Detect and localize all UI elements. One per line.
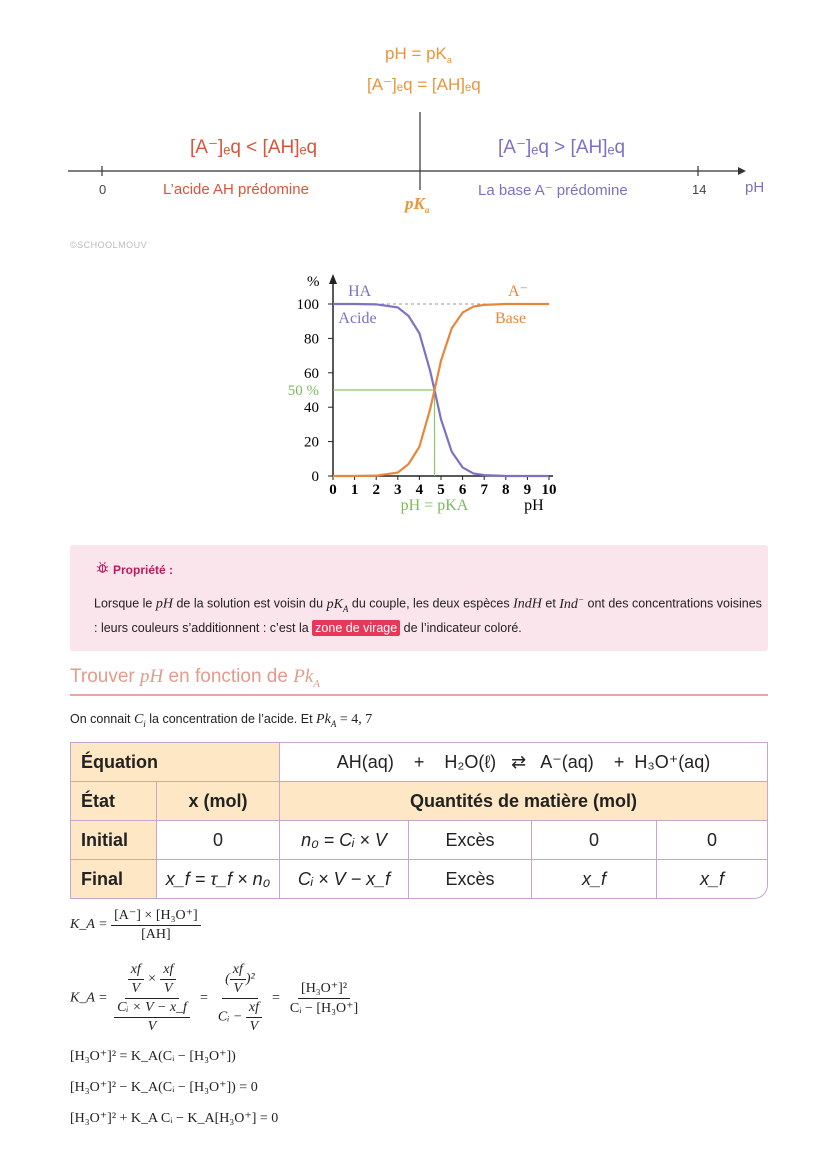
right-condition: [A⁻]ₑq > [AH]ₑq: [498, 137, 626, 158]
cell-etat: État: [71, 782, 157, 821]
y-tick-label: 40: [304, 400, 319, 417]
lead-text: On connait $C_i$ la concentration de l’acide. Et $Pk_A = 4$, 7: [70, 712, 373, 729]
property-box: [70, 545, 768, 651]
tick-label-0: 0: [99, 182, 107, 197]
equation-4: [H₃O⁺]² − K_A(Cᵢ − [H₃O⁺]) = 0: [70, 1080, 258, 1095]
series-label-acid: HA: [348, 283, 372, 300]
series-sublabel-acid: Acide: [338, 310, 377, 327]
y-tick-label: 80: [304, 331, 319, 348]
distribution-chart: [260, 262, 590, 532]
section-title: Trouver pH en fonction de $Pk_A$: [70, 666, 320, 690]
x-tick-label: 5: [437, 482, 445, 498]
cell-initial: Initial: [71, 821, 157, 860]
cell-final: Final: [71, 860, 157, 899]
top-label-2: [A⁻]ₑq = [AH]ₑq: [367, 75, 481, 94]
watermark: ©SCHOOLMOUV: [70, 240, 148, 250]
axis-arrow: [738, 167, 746, 175]
x-tick-label: 7: [480, 482, 488, 498]
highlight-zone-de-virage: zone de virage: [312, 620, 400, 636]
y-tick-label: 100: [296, 297, 319, 313]
right-caption: La base A⁻ prédomine: [478, 182, 628, 199]
x-tick-label: 8: [502, 482, 510, 498]
equation-5: [H₃O⁺]² + K_A Cᵢ − K_A[H₃O⁺] = 0: [70, 1111, 279, 1126]
cell: Cᵢ × V − x_f: [280, 860, 409, 899]
equation-3: [H₃O⁺]² = K_A(Cᵢ − [H₃O⁺]): [70, 1049, 236, 1064]
x-tick-label: 3: [394, 482, 402, 498]
cell: 0: [657, 821, 768, 860]
equation-2: K_A = $\frac{xf}{V}$ × $\frac{xf}{V}$ $\frac{\text{Cᵢ × V − x\_f}}{V}$ = ( $\frac{xf}{V}$ )² Cᵢ − $\frac{xf}{V}$ = $\frac{\text{[H₃O⁺]²}}{\text{Cᵢ − [H₃O⁺]}}$: [70, 962, 359, 1034]
cell: 0: [157, 821, 280, 860]
cell: x_f = τ_f × n₀: [157, 860, 280, 899]
pka-label: $pK_a$: [405, 194, 430, 215]
pka-axis-label: pH = pKA: [400, 497, 469, 514]
property-text: Lorsque le pH de la solution est voisin du $pK_A$ du couple, les deux espèces IndH et Ind− ont des concentrations voisines : leurs couleurs s’additionnent : c’est la zone de virage de l’indicateur coloré.: [94, 594, 762, 636]
series-sublabel-base: Base: [495, 310, 527, 327]
x-tick-label: 9: [523, 482, 532, 498]
section-divider: [70, 694, 768, 696]
cell-equation: AH(aq) + H₂O(ℓ) ⇄ A⁻(aq) + H₃O⁺(aq): [280, 743, 768, 782]
bug-icon: [96, 561, 109, 577]
equation-1: K_A = $\frac{\text{[A⁻] × [H₃O⁺]}}{[AH]}$: [70, 907, 201, 943]
series-label-base: A⁻: [507, 283, 528, 300]
x-tick-label: 6: [458, 482, 467, 498]
y-tick-label: 60: [304, 365, 319, 382]
table-row-final: [71, 860, 768, 899]
tick-label-14: 14: [692, 182, 707, 197]
x-axis-label: pH: [524, 497, 544, 514]
y-axis-label: %: [307, 274, 320, 290]
y-axis-arrow: [329, 274, 337, 284]
x-tick-label: 0: [329, 482, 337, 498]
table-row-etat: [71, 782, 768, 821]
cell-x-mol: x (mol): [157, 782, 280, 821]
table-row-initial: [71, 821, 768, 860]
cell-equation-label: Équation: [71, 743, 280, 782]
cell: 0: [532, 821, 657, 860]
x-tick-label: 2: [372, 482, 380, 498]
half-marker-label: 50 %: [287, 383, 319, 399]
top-label-1: pH = $pK_a$: [385, 44, 452, 65]
property-title: Propriété :: [96, 561, 173, 577]
x-tick-label: 10: [541, 482, 557, 498]
cell: x_f: [532, 860, 657, 899]
cell-quantites: Quantités de matière (mol): [280, 782, 768, 821]
left-caption: L’acide AH prédomine: [163, 181, 309, 198]
cell: Excès: [409, 821, 532, 860]
reaction-table: [70, 742, 768, 899]
cell: n₀ = Cᵢ × V: [280, 821, 409, 860]
left-condition: [A⁻]ₑq < [AH]ₑq: [190, 137, 318, 158]
cell: x_f: [657, 860, 768, 899]
axis-label: pH: [745, 179, 765, 196]
cell: Excès: [409, 860, 532, 899]
y-tick-label: 20: [304, 434, 319, 451]
y-tick-label: 0: [311, 469, 319, 485]
x-tick-label: 1: [350, 482, 359, 498]
x-tick-label: 4: [415, 482, 424, 498]
table-row-equation: [71, 743, 768, 782]
